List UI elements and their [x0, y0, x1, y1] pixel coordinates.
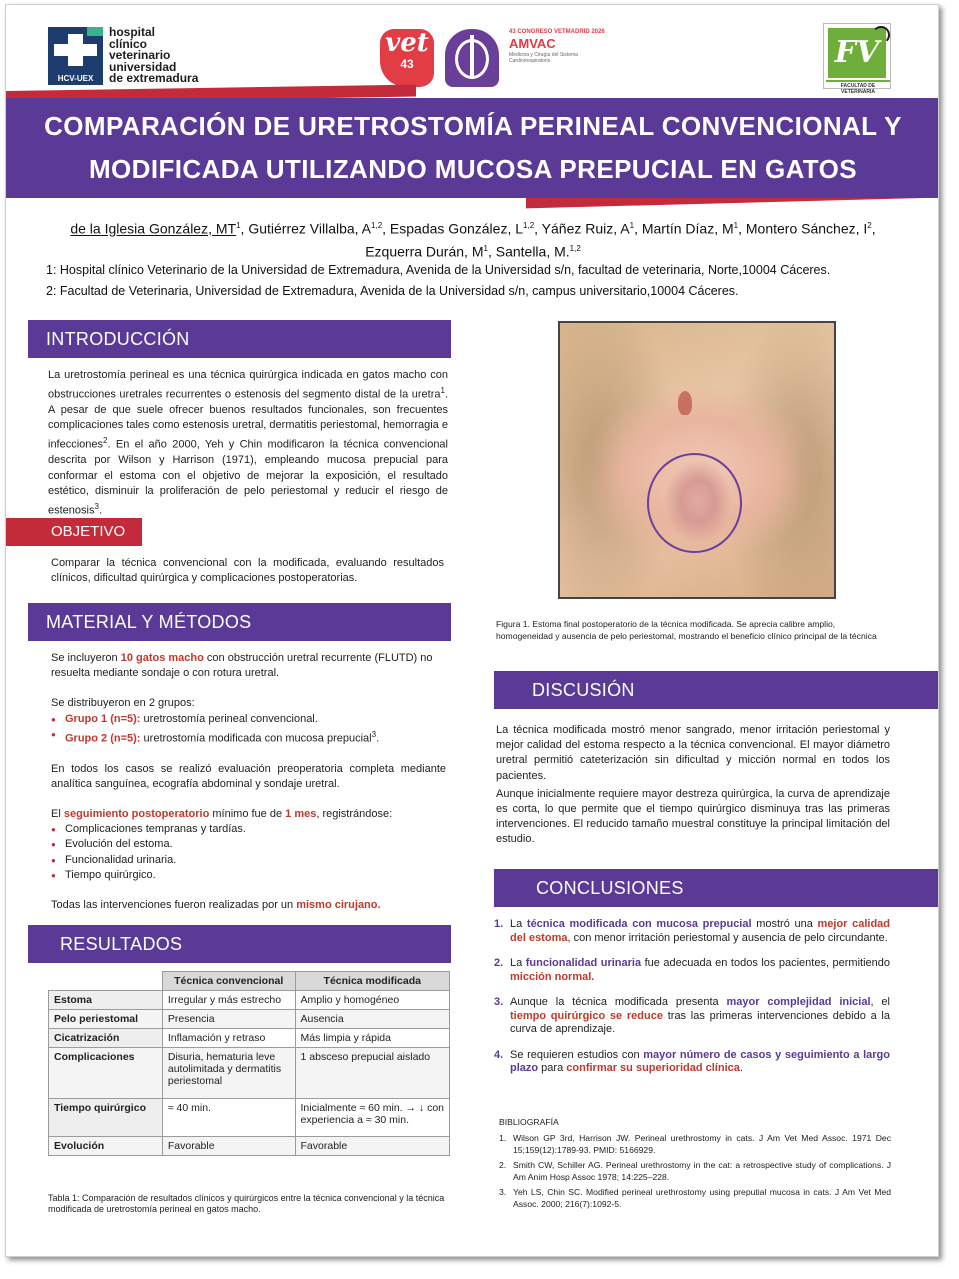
conclusions-list: [494, 918, 890, 1088]
conclusion-item: 4. Se requieren estudios con mayor número de casos y seguimiento a largo plazo para confirmar su superioridad clínica.: [494, 1048, 890, 1074]
table-caption: Tabla 1: Comparación de resultados clínicos y quirúrgicos entre la técnica convencional y la técnica modificada de uretrostomía perineal en gatos macho.: [48, 1193, 445, 1214]
conclusion-item: 2. La funcionalidad urinaria fue adecuada en todos los pacientes, permitiendo micción normal.: [494, 957, 890, 983]
list-item: ● Evolución del estoma.: [51, 837, 446, 852]
discussion-text: La técnica modificada mostró menor sangrado, menor irritación periestomal y mejor calidad del estoma respecto a la técnica convencional. El mayor diámetro uretral permitió cateterización sin dificultad y micción normal en todos los pacientes. Aunque inicialmente requiere mayor destreza quirúrgica, la curva de aprendizaje es corta, lo que permite que el tiempo quirúrgico disminuya tras las primeras intervenciones. El reducido tamaño muestral constituye la principal limitación del estudio.: [496, 724, 890, 846]
bibliography-heading: BIBLIOGRAFÍA: [499, 1117, 559, 1127]
table-row: Evolución Favorable Favorable: [49, 1137, 450, 1156]
objetivo-heading: OBJETIVO: [6, 518, 142, 546]
amvac-text: 43 CONGRESO VETMADRID 2026 AMVAC Medicina y Cirugía del Sistema Cardiorrespiratorio: [509, 29, 605, 64]
methods-text: Se incluyeron 10 gatos macho con obstrucción uretral recurrente (FLUTD) no resuelta mediante sondaje o con rotura uretral. Se distribuyeron en 2 grupos: ● Grupo 1 (n=5): uretrostomía perineal convencional. ● Grupo 2 (n=5): uretrostomía modificada con mucosa prepucial$^3$. En todos los casos se realizó evaluación preoperatoria completa mediante analítica sanguínea, ecografía abdominal y sondaje uretral. El seguimiento postoperatorio mínimo fue de 1 mes, registrándose: ● Complicaciones tempranas y tardías. ● Evolución del estoma. ● Funcionalidad urinaria. ● Tiempo quirúrgico. Todas las intervenciones fueron realizadas por un mismo cirujano.: [51, 651, 446, 913]
followup-list: [51, 822, 446, 883]
incision-mark: [678, 391, 692, 415]
table-row: Cicatrización Inflamación y retraso Más limpia y rápida: [49, 1029, 450, 1048]
table-row: Complicaciones Disuria, hematuria leve autolimitada y dermatitis periestomal 1 absceso prepucial aislado: [49, 1048, 450, 1099]
hcv-green-mark: [87, 27, 103, 36]
reference-item: 1. Wilson GP 3rd, Harrison JW. Perineal urethrostomy in cats. J Am Vet Med Assoc. 1971 Dec 15;159(12):1789-93. PMID: 5166929.: [499, 1133, 891, 1155]
conclusions-heading: CONCLUSIONES: [494, 869, 939, 907]
hcv-logo: [48, 27, 103, 85]
intro-text: La uretrostomía perineal es una técnica quirúrgica indicada en gatos macho con obstrucciones uretrales recurrentes o estenosis del segmento distal de la uretra$^1$. A pesar de que suele ofrecer buenos resultados funcionales, son frecuentes complicaciones tales como estenosis uretral, dermatitis periestomal, hemorragia e infecciones$^2$. En el año 2000, Yeh y Chin modificaron la técnica convencional descrita por Wilson y Harrison (1971), empleando mucosa prepucial para conformar el estoma con el objetivo de mejorar la exposición, el resultado estético, disminuir la proliferación de pelo periestomal y reducir el riesgo de estenosis$^3$.: [48, 369, 448, 517]
methods-heading: MATERIAL Y MÉTODOS: [28, 603, 451, 641]
list-item: ● Funcionalidad urinaria.: [51, 853, 446, 868]
poster-title: COMPARACIÓN DE URETROSTOMÍA PERINEAL CONVENCIONAL Y MODIFICADA UTILIZANDO MUCOSA PREPUCIAL EN GATOS: [44, 111, 902, 184]
table-row: Estoma Irregular y más estrecho Amplio y homogéneo: [49, 991, 450, 1010]
objetivo-text: Comparar la técnica convencional con la modificada, evaluando resultados clínicos, dificultad quirúrgica y complicaciones postoperatorias.: [51, 557, 444, 585]
bibliography-list: [499, 1133, 891, 1214]
amvac-logo: [445, 29, 499, 87]
group-2: ● Grupo 2 (n=5): uretrostomía modificada con mucosa prepucial$^3$.: [51, 727, 446, 747]
groups-list: [51, 712, 446, 747]
poster: [5, 4, 939, 1257]
figure-caption: Figura 1. Estoma final postoperatorio de la técnica modificada. Se aprecia calibre amplio, homogeneidad y ausencia de pelo periestomal, mostrando el beneficio clínico principal de la técnica: [496, 619, 877, 641]
stoma-photo: [558, 321, 836, 599]
hcv-name: hospital clínico veterinario universidad de extremadura: [109, 25, 199, 85]
list-item: ● Complicaciones tempranas y tardías.: [51, 822, 446, 837]
reference-item: 3. Yeh LS, Chin SC. Modified perineal urethrostomy using preputial mucosa in cats. J Am Vet Med Assoc. 2000; 216(7):1092-5.: [499, 1187, 891, 1209]
fv-logo: FV FACULTAD DE VETERINARIA: [823, 23, 891, 89]
highlight-circle: [647, 453, 742, 553]
table-row: Pelo periestomal Presencia Ausencia: [49, 1010, 450, 1029]
intro-heading: INTRODUCCIÓN: [28, 320, 451, 358]
reference-item: 2. Smith CW, Schiller AG. Perineal urethrostomy in the cat: a retrospective study of complications. J Am Anim Hosp Assoc 1978; 14:225–228.: [499, 1160, 891, 1182]
affiliation-1: 1: Hospital clínico Veterinario de la Universidad de Extremadura, Avenida de la Universidad s/n, facultad de veterinaria, Norte,10004 Cáceres.: [46, 263, 831, 277]
hcv-badge: HCV-UEX: [57, 74, 94, 83]
conclusion-item: 3. Aunque la técnica modificada presenta mayor complejidad inicial, el tiempo quirúrgico se reduce tras las primeras intervenciones debido a la curva de aprendizaje.: [494, 996, 890, 1035]
list-item: ● Tiempo quirúrgico.: [51, 868, 446, 883]
results-table: [48, 971, 450, 1156]
discussion-heading: DISCUSIÓN: [494, 671, 939, 709]
group-1: ● Grupo 1 (n=5): uretrostomía perineal convencional.: [51, 712, 446, 727]
affiliation-2: 2: Facultad de Veterinaria, Universidad de Extremadura, Avenida de la Universidad s/n, campus universitario,10004 Cáceres.: [46, 284, 739, 298]
arc-icon: [872, 26, 890, 44]
conclusion-item: 1. La técnica modificada con mucosa prepucial mostró una mejor calidad del estoma, con menor irritación periestomal y ausencia de pelo circundante.: [494, 918, 891, 944]
vet43-logo: vet 43: [380, 29, 434, 87]
column-header: Técnica modificada: [295, 972, 449, 991]
column-header: Técnica convencional: [162, 972, 295, 991]
results-heading: RESULTADOS: [28, 925, 451, 963]
table-header-row: [49, 972, 450, 991]
authors: de la Iglesia González, $MT^1$, Gutiérrez Villalba, A$^{1,2}$, Espadas González, L$^{1,2}$, Yáñez Ruiz, $A^1$, Martín Díaz, $M^1$, Montero Sánchez, $I^2$, Ezquerra Durán, $M^1$, Santella, M.$^{1,2}$: [70, 220, 876, 260]
table-row: Tiempo quirúrgico ≈ 40 min. Inicialmente ≈ 60 min. → ↓ con experiencia a ≈ 30 min.: [49, 1099, 450, 1137]
